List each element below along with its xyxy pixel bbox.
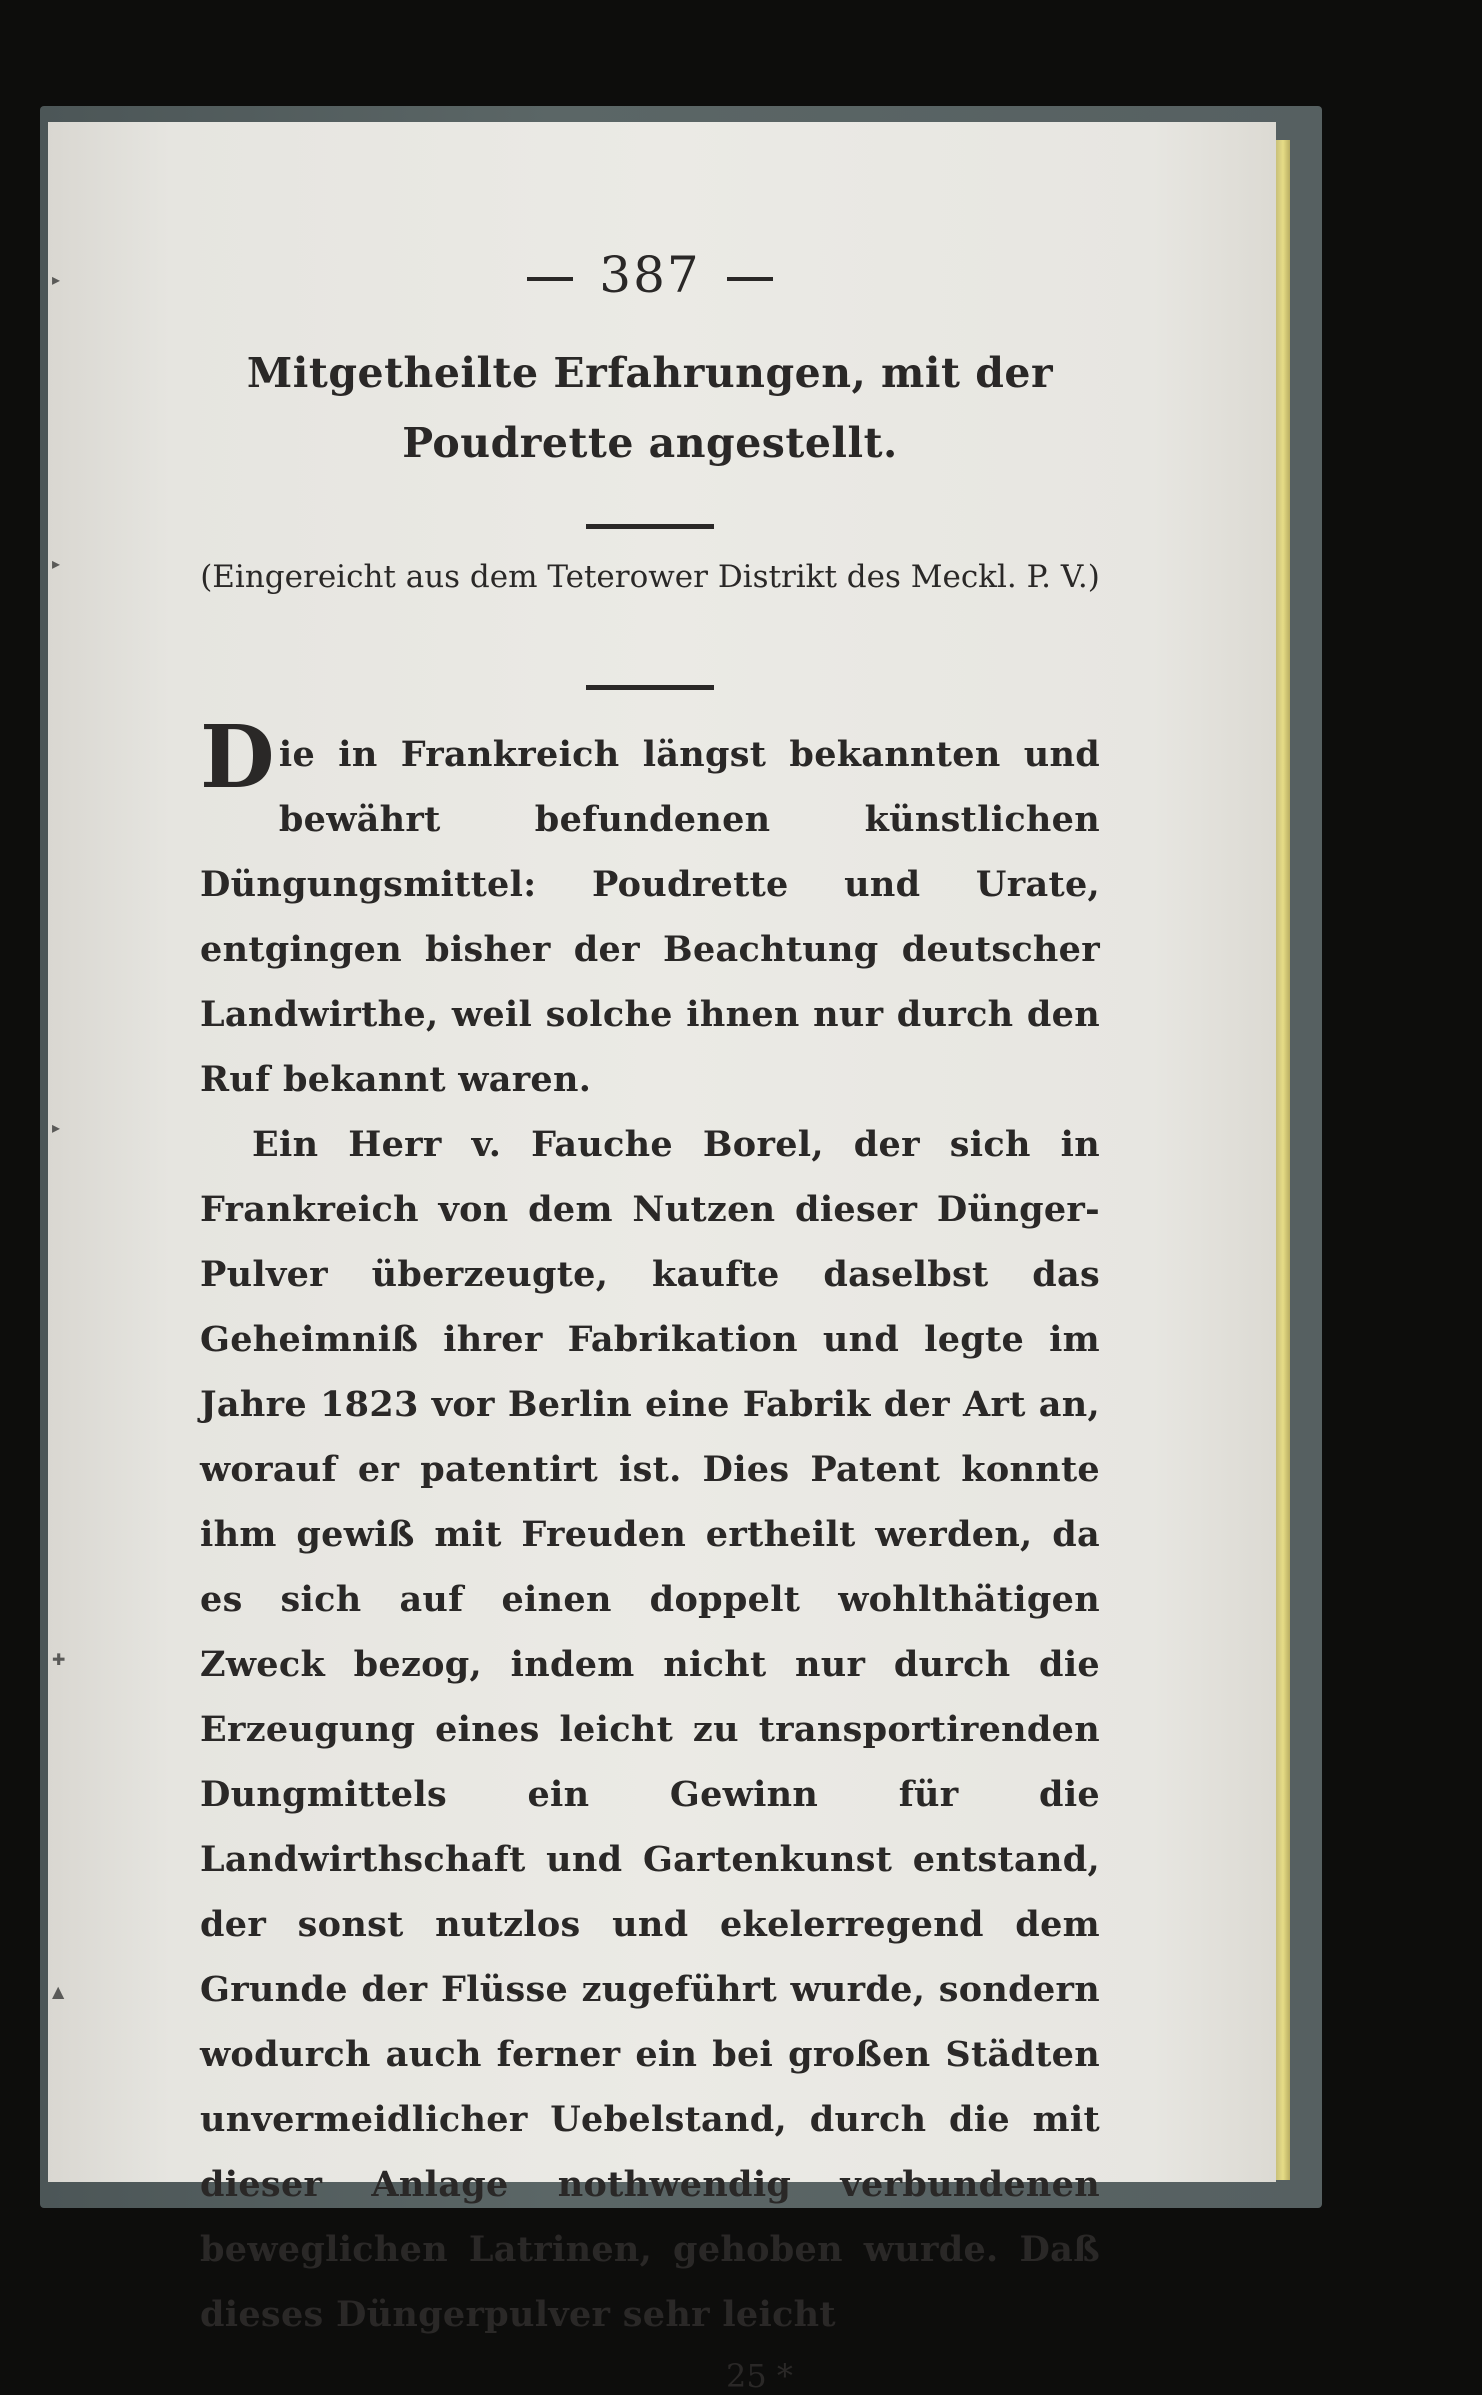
dash xyxy=(527,277,573,281)
margin-mark: ✚ xyxy=(52,1650,66,1669)
page-number-text: 387 xyxy=(599,246,701,304)
margin-mark: ▸ xyxy=(52,1118,61,1137)
paragraph-1-text: ie in Frankreich längst bekannten und bewährt befundenen künstlichen Düngungsmittel: Poudrette und Urate, entgingen bisher der Beachtung deutscher Landwirthe, weil solche ihnen nur durch den Ruf bekannt waren. xyxy=(200,734,1100,1100)
margin-mark: ▸ xyxy=(52,554,61,573)
source-note: (Eingereicht aus dem Teterower Distrikt des Meckl. P. V.) xyxy=(200,559,1100,595)
signature-mark: 25 * xyxy=(726,2357,793,2395)
page-title: Mitgetheilte Erfahrungen, mit der Poudrette angestellt. xyxy=(246,349,1054,467)
paragraph-2: Ein Herr v. Fauche Borel, der sich in Frankreich von dem Nutzen dieser Dünger-Pulver überzeugte, kaufte daselbst das Geheimniß ihrer Fabrikation und legte im Jahre 1823 vor Berlin eine Fabrik der Art an, worauf er patentirt ist. Dies Patent konnte ihm gewiß mit Freuden ertheilt werden, da es sich auf einen doppelt wohlthätigen Zweck bezog, indem nicht nur durch die Erzeugung eines leicht zu transportirenden Dungmittels ein Gewinn für die Landwirthschaft und Gartenkunst entstand, der sonst nutzlos und ekelerregend dem Grunde der Flüsse zugeführt wurde, sondern wodurch auch ferner ein bei großen Städten unvermeidlicher Uebelstand, durch die mit dieser Anlage nothwendig verbundenen beweglichen Latrinen, gehoben wurde. Daß dieses Düngerpulver sehr leicht xyxy=(200,1124,1100,2335)
margin-mark: ▸ xyxy=(52,270,61,289)
page-edge xyxy=(1276,140,1290,2180)
margin-mark: ▲ xyxy=(52,1982,65,2001)
page-content xyxy=(200,240,1100,2395)
page-number xyxy=(200,240,1100,310)
paragraph-1 xyxy=(200,707,1100,1112)
divider-rule xyxy=(586,685,714,690)
dash xyxy=(727,277,773,281)
drop-cap: D xyxy=(200,707,275,808)
divider-rule xyxy=(586,524,714,529)
